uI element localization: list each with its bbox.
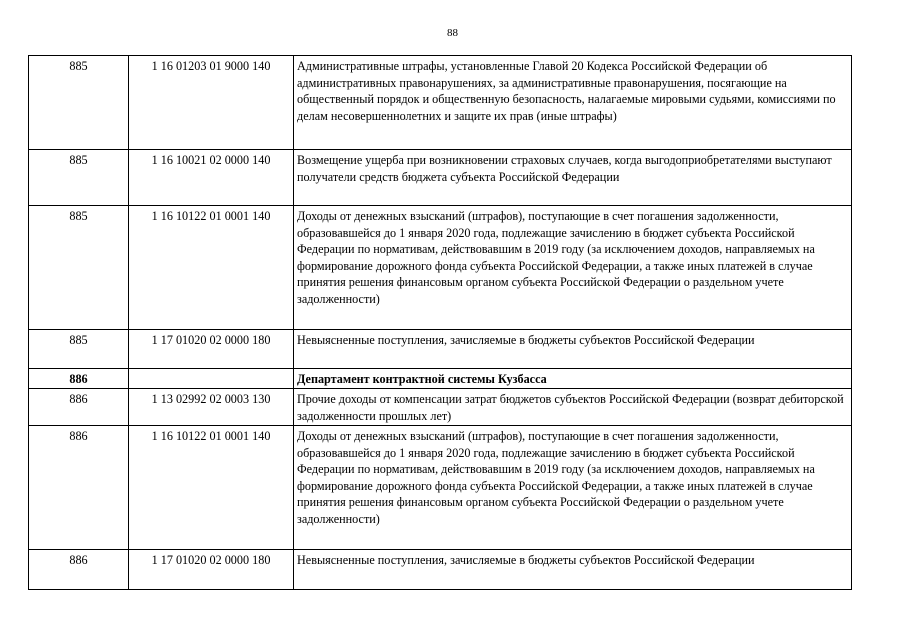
admin-code-cell: 885 (29, 56, 129, 150)
budget-classification-code-cell: 1 17 01020 02 0000 180 (129, 550, 294, 590)
table-row (29, 330, 852, 369)
table-row (29, 426, 852, 550)
department-title-cell: Департамент контрактной системы Кузбасса (294, 369, 852, 389)
table-row (29, 206, 852, 330)
admin-code-cell: 885 (29, 150, 129, 206)
budget-classification-code-cell: 1 16 10122 01 0001 140 (129, 426, 294, 550)
department-header-row (29, 369, 852, 389)
budget-classification-code-cell: 1 13 02992 02 0003 130 (129, 389, 294, 426)
admin-code-cell: 886 (29, 550, 129, 590)
budget-classification-code-cell: 1 16 10021 02 0000 140 (129, 150, 294, 206)
revenue-description-cell: Административные штрафы, установленные Главой 20 Кодекса Российской Федерации об административных правонарушениях, за административные правонарушения, посягающие на общественный порядок и общественную безопасность, налагаемые мировыми судьями, комиссиями по делам несовершеннолетних и защите их прав (иные штрафы) (294, 56, 852, 150)
table-row (29, 56, 852, 150)
admin-code-cell: 886 (29, 369, 129, 389)
table-row (29, 150, 852, 206)
revenue-description-cell: Прочие доходы от компенсации затрат бюджетов субъектов Российской Федерации (возврат дебиторской задолженности прошлых лет) (294, 389, 852, 426)
table-row (29, 389, 852, 426)
admin-code-cell: 885 (29, 206, 129, 330)
revenue-description-cell: Невыясненные поступления, зачисляемые в бюджеты субъектов Российской Федерации (294, 330, 852, 369)
budget-classification-code-cell: 1 17 01020 02 0000 180 (129, 330, 294, 369)
budget-classification-code-cell: 1 16 10122 01 0001 140 (129, 206, 294, 330)
revenue-description-cell: Доходы от денежных взысканий (штрафов), поступающие в счет погашения задолженности, образовавшейся до 1 января 2020 года, подлежащие зачислению в бюджет субъекта Российской Федерации по нормативам, действовавшим в 2019 году (за исключением доходов, направляемых на формирование дорожного фонда субъекта Российской Федерации, а также иных платежей в случае принятия решения финансовым органом субъекта Российской Федерации о раздельном учете задолженности) (294, 426, 852, 550)
admin-code-cell: 885 (29, 330, 129, 369)
budget-revenue-table (28, 55, 852, 590)
admin-code-cell: 886 (29, 389, 129, 426)
budget-classification-code-cell (129, 369, 294, 389)
page-number: 88 (447, 27, 458, 39)
revenue-description-cell: Невыясненные поступления, зачисляемые в бюджеты субъектов Российской Федерации (294, 550, 852, 590)
table-row (29, 550, 852, 590)
revenue-description-cell: Возмещение ущерба при возникновении страховых случаев, когда выгодоприобретателями выступают получатели средств бюджета субъекта Российской Федерации (294, 150, 852, 206)
revenue-description-cell: Доходы от денежных взысканий (штрафов), поступающие в счет погашения задолженности, образовавшейся до 1 января 2020 года, подлежащие зачислению в бюджет субъекта Российской Федерации по нормативам, действовавшим в 2019 году (за исключением доходов, направляемых на формирование дорожного фонда субъекта Российской Федерации, а также иных платежей в случае принятия решения финансовым органом субъекта Российской Федерации о раздельном учете задолженности) (294, 206, 852, 330)
admin-code-cell: 886 (29, 426, 129, 550)
budget-classification-code-cell: 1 16 01203 01 9000 140 (129, 56, 294, 150)
